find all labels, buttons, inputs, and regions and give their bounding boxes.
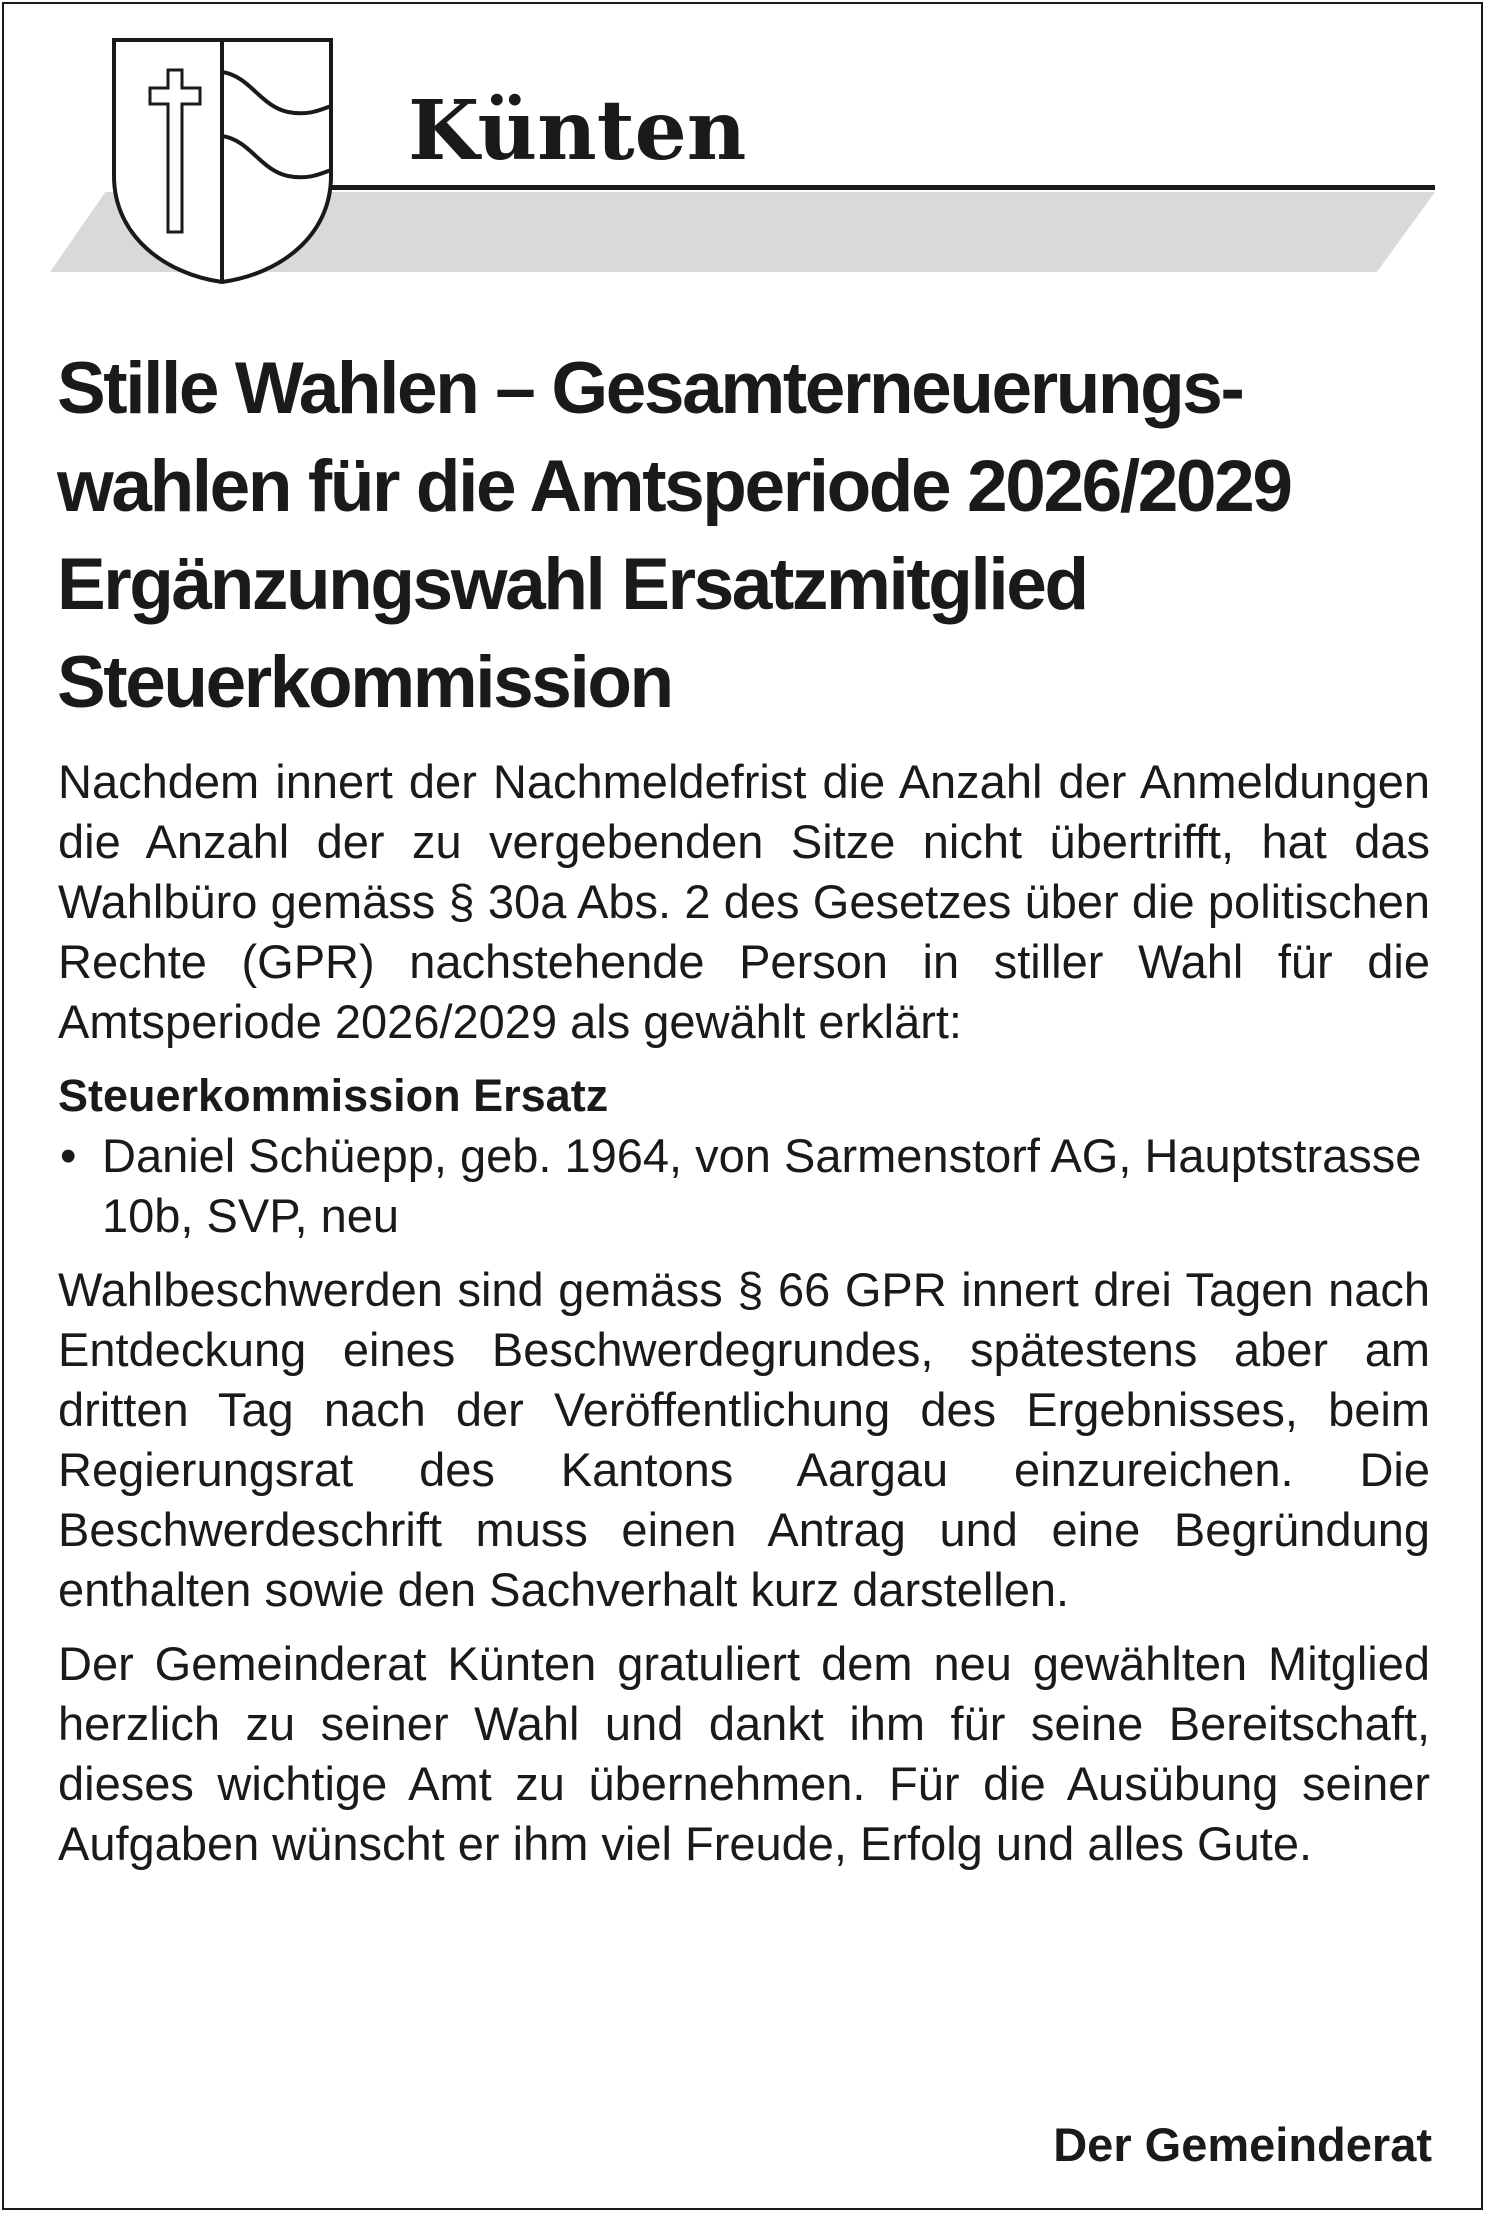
appeal-paragraph: Wahlbeschwerden sind gemäss § 66 GPR innert drei Tagen nach Entdeckung eines Beschwerdegrundes, spätestens aber am dritten Tag nach der Veröffentlichung des Ergebnisses, beim Regierungsrat des Kantons Aargau einzureichen. Die Beschwerdeschrift muss einen Antrag und eine Begründung enthalten sowie den Sachverhalt kurz darstellen. xyxy=(58,1263,1430,1616)
intro-paragraph: Nachdem innert der Nachmeldefrist die Anzahl der Anmeldungen die Anzahl der zu vergebenden Sitze nicht übertrifft, hat das Wahlbüro gemäss § 30a Abs. 2 des Gesetzes über die politischen Rechte (GPR) nachstehende Person in stiller Wahl für die Amtsperiode 2026/2029 als gewählt erklärt: xyxy=(58,755,1430,1048)
masthead xyxy=(0,0,1489,290)
notice-title xyxy=(57,340,1437,732)
notice-body xyxy=(58,752,1430,1874)
signature: Der Gemeinderat xyxy=(1053,2118,1432,2171)
section-heading: Steuerkommission Ersatz xyxy=(58,1070,609,1121)
elected-list xyxy=(58,1126,1430,1246)
list-item: • Daniel Schüepp, geb. 1964, von Sarmenstorf AG, Hauptstrasse 10b, SVP, neu xyxy=(58,1126,1430,1246)
title-line: Ergänzungswahl Ersatzmitglied xyxy=(57,544,1087,625)
title-line: Stille Wahlen – Gesamterneuerungs- xyxy=(57,348,1243,429)
title-line: Steuerkommission xyxy=(57,642,672,723)
congratulation-paragraph: Der Gemeinderat Künten gratuliert dem neu gewählten Mitglied herzlich zu seiner Wahl und dankt ihm für seine Bereitschaft, dieses wichtige Amt zu übernehmen. Für die Ausübung seiner Aufgaben wünscht er ihm viel Freude, Erfolg und alles Gute. xyxy=(58,1637,1430,1870)
title-line: wahlen für die Amtsperiode 2026/2029 xyxy=(57,446,1291,527)
town-name: Künten xyxy=(408,83,747,179)
coat-of-arms-icon xyxy=(110,36,335,286)
masthead-rule xyxy=(330,185,1435,190)
